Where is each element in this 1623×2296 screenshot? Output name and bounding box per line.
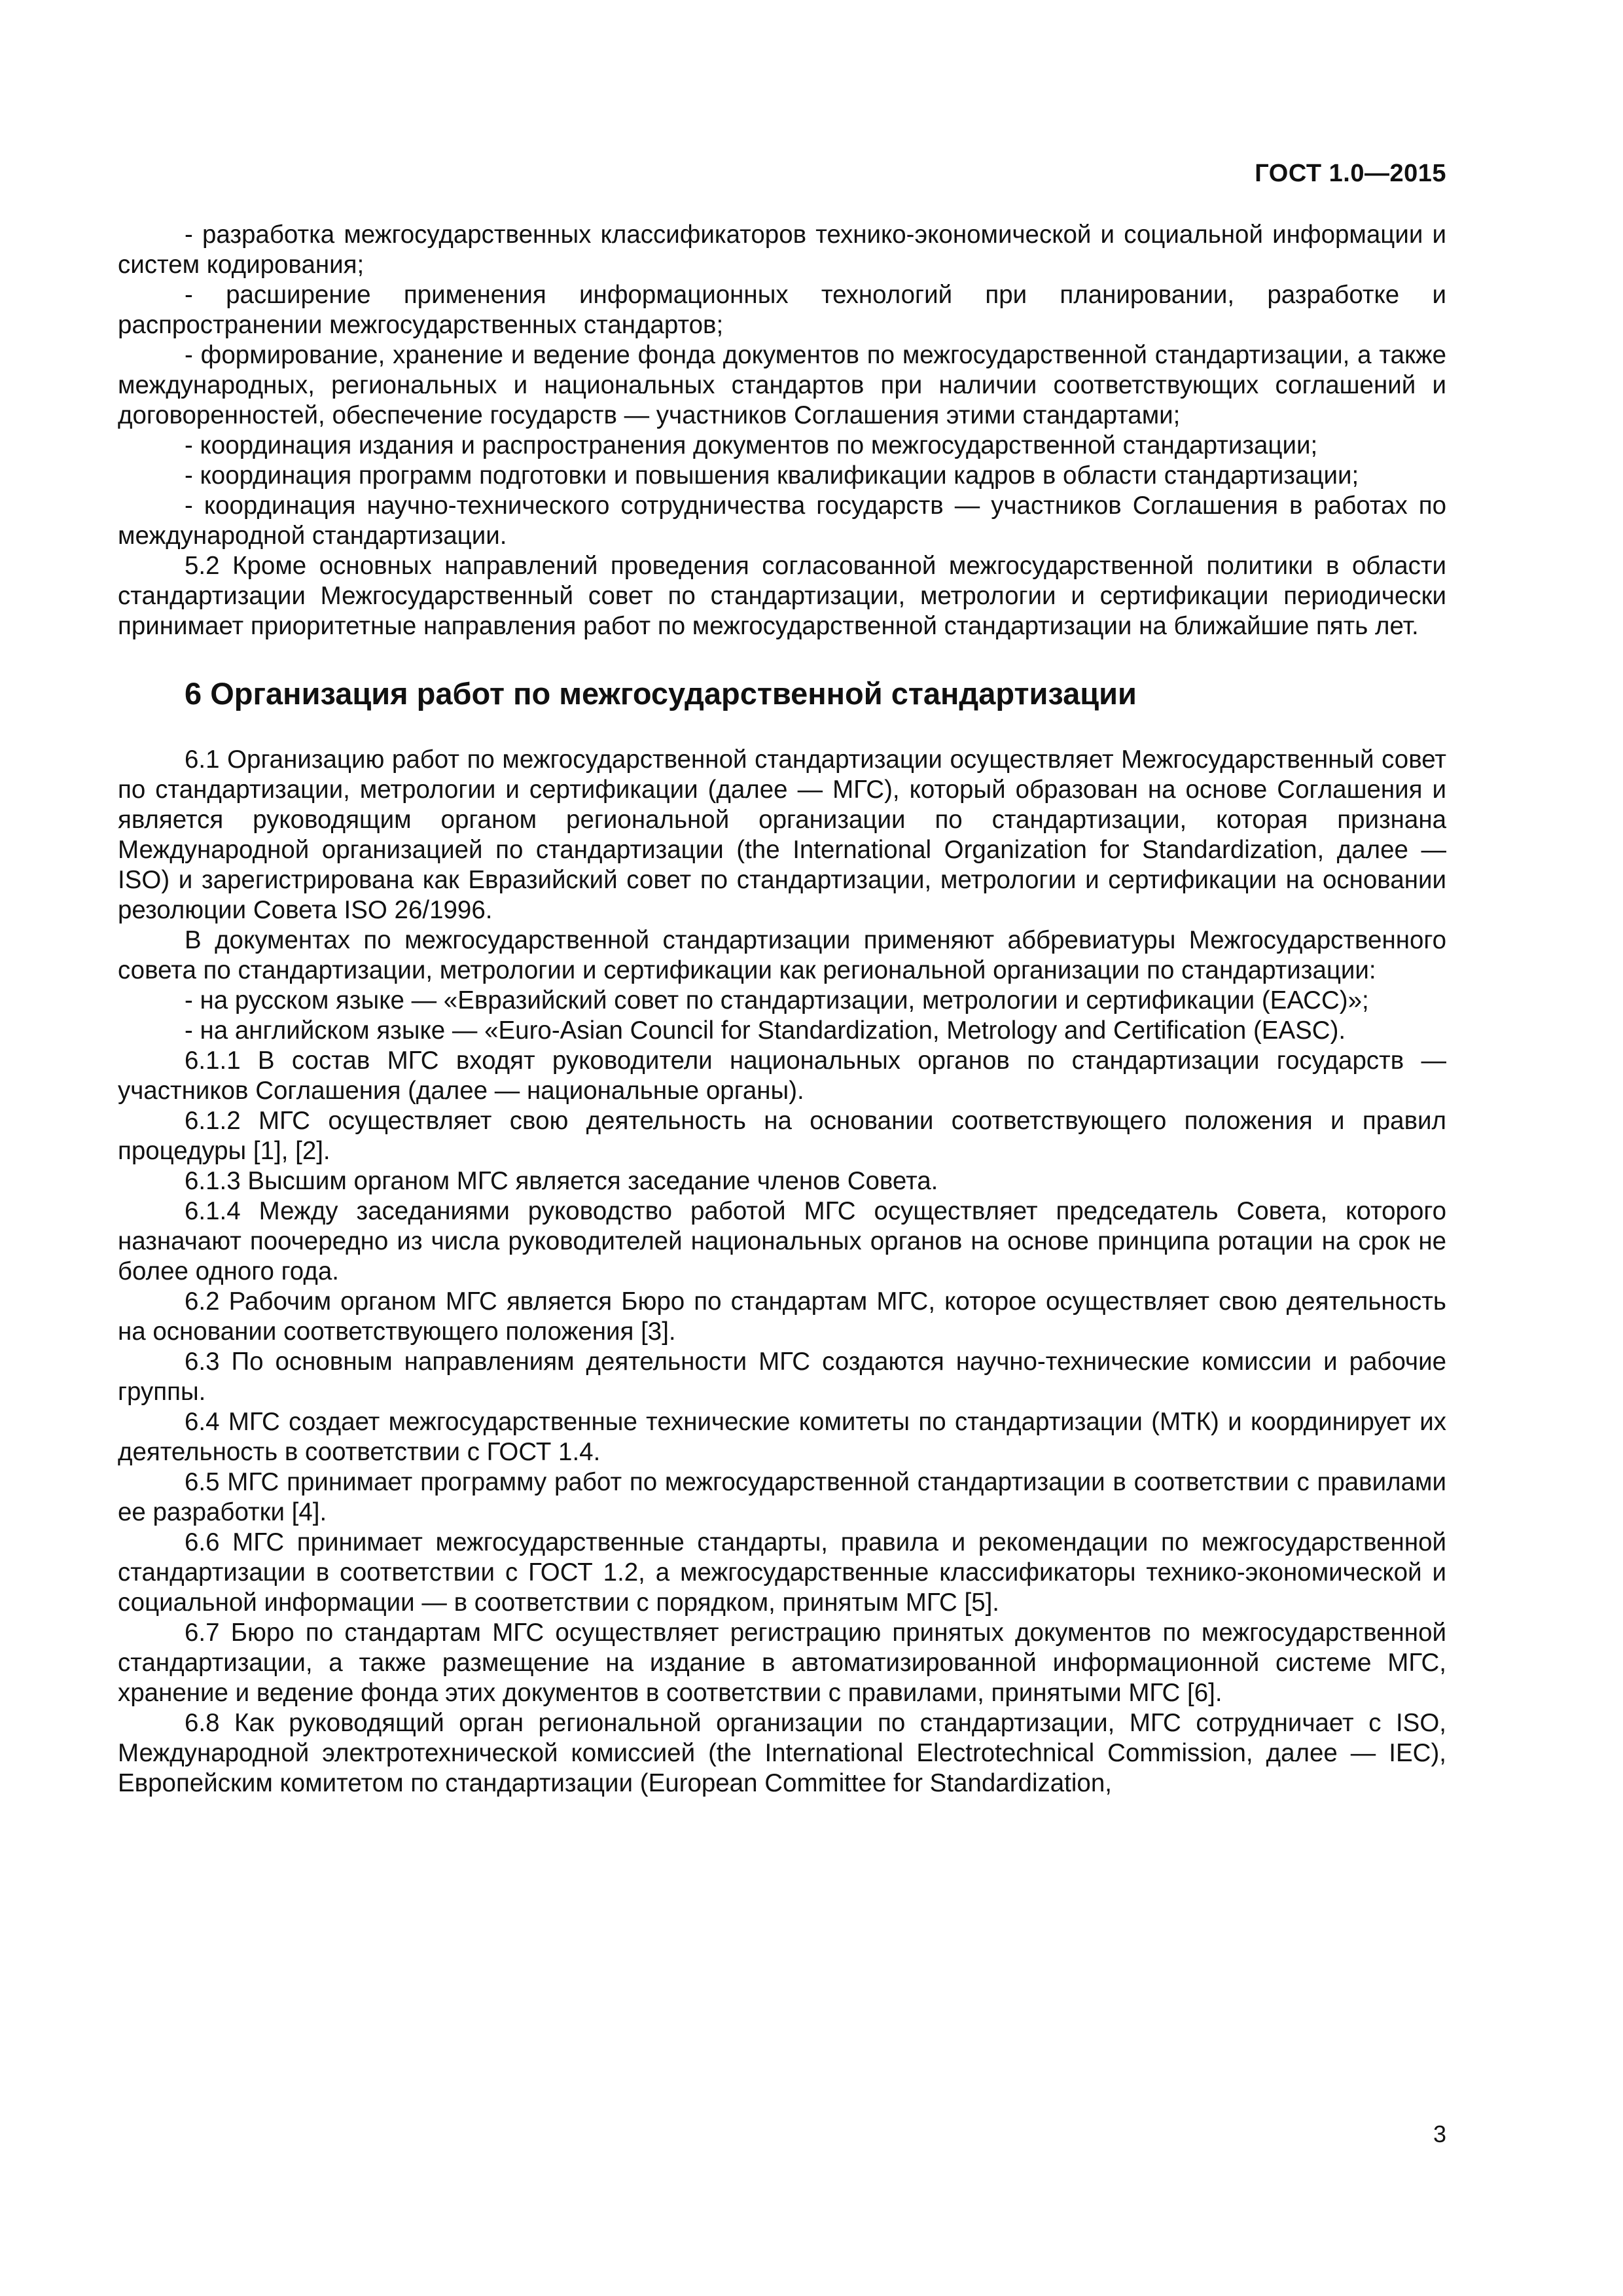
paragraph: 6.3 По основным направлениям деятельности МГС создаются научно-технические комиссии и рабочие группы. <box>118 1348 1446 1406</box>
paragraph: 6.2 Рабочим органом МГС является Бюро по стандартам МГС, которое осуществляет свою деятельность на основании соответствующего положения [3]. <box>118 1287 1446 1346</box>
document-code-header: ГОСТ 1.0—2015 <box>1255 160 1446 187</box>
paragraph: - координация издания и распространения документов по межгосударственной стандартизации; <box>185 431 1318 459</box>
paragraph: 6.8 Как руководящий орган региональной организации по стандартизации, МГС сотрудничает с ISO, Международной электротехнической комиссией (the International Electrotechnical Commission, далее — IEC), Европейским комитетом по стандартизации (European Committee for Standardization, <box>118 1709 1446 1797</box>
paragraph: - на русском языке — «Евразийский совет по стандартизации, метрологии и сертификации (ЕАСС)»; <box>185 986 1369 1014</box>
paragraph: 6.7 Бюро по стандартам МГС осуществляет регистрацию принятых документов по межгосударственной стандартизации, а также размещение на издание в автоматизированной информационной системе МГС, хранение и ведение фонда этих документов в соответствии с правилами, принятыми МГС [6]. <box>118 1619 1446 1707</box>
section-heading: 6 Организация работ по межгосударственной стандартизации <box>185 676 1137 711</box>
paragraph: 6.4 МГС создает межгосударственные технические комитеты по стандартизации (МТК) и координирует их деятельность в соответствии с ГОСТ 1.4. <box>118 1408 1446 1466</box>
page-number: 3 <box>1433 2121 1446 2147</box>
paragraph: - на английском языке — «Euro-Asian Council for Standardization, Metrology and Certification (EASC). <box>185 1016 1346 1045</box>
paragraph: 6.5 МГС принимает программу работ по межгосударственной стандартизации в соответствии с правилами ее разработки [4]. <box>118 1468 1446 1526</box>
paragraph: 6.1 Организацию работ по межгосударственной стандартизации осуществляет Межгосударственный совет по стандартизации, метрологии и сертификации (далее — МГС), который образован на основе Соглашения и является руководящим органом региональной организации по стандартизации, которая признана Международной организацией по стандартизации (the International Organization for Standardization, далее — ISO) и зарегистрирована как Евразийский совет по стандартизации, метрологии и сертификации на основании резолюции Совета ISO 26/1996. <box>118 745 1446 924</box>
page-body <box>118 220 1446 1799</box>
paragraph: 6.1.3 Высшим органом МГС является заседание членов Совета. <box>185 1167 938 1195</box>
paragraph: 5.2 Кроме основных направлений проведения согласованной межгосударственной политики в области стандартизации Межгосударственный совет по стандартизации, метрологии и сертификации периодически принимает приоритетные направления работ по межгосударственной стандартизации на ближайшие пять лет. <box>118 552 1446 640</box>
paragraph: - формирование, хранение и ведение фонда документов по межгосударственной стандартизации, а также международных, региональных и национальных стандартов при наличии соответствующих соглашений и договоренностей, обеспечение государств — участников Соглашения этими стандартами; <box>118 341 1446 429</box>
paragraph: 6.6 МГС принимает межгосударственные стандарты, правила и рекомендации по межгосударственной стандартизации в соответствии с ГОСТ 1.2, а межгосударственные классификаторы технико-экономической и социальной информации — в соответствии с порядком, принятым МГС [5]. <box>118 1528 1446 1617</box>
paragraph: - разработка межгосударственных классификаторов технико-экономической и социальной информации и систем кодирования; <box>118 221 1446 279</box>
paragraph: 6.1.4 Между заседаниями руководство работой МГС осуществляет председатель Совета, которого назначают поочередно из числа руководителей национальных органов на основе принципа ротации на срок не более одного года. <box>118 1197 1446 1285</box>
paragraph: В документах по межгосударственной стандартизации применяют аббревиатуры Межгосударственного совета по стандартизации, метрологии и сертификации как региональной организации по стандартизации: <box>118 926 1446 984</box>
paragraph: - расширение применения информационных технологий при планировании, разработке и распространении межгосударственных стандартов; <box>118 281 1446 339</box>
paragraph: - координация программ подготовки и повышения квалификации кадров в области стандартизации; <box>185 461 1359 490</box>
paragraph: 6.1.2 МГС осуществляет свою деятельность на основании соответствующего положения и правил процедуры [1], [2]. <box>118 1107 1446 1165</box>
paragraph: 6.1.1 В состав МГС входят руководители национальных органов по стандартизации государств — участников Соглашения (далее — национальные органы). <box>118 1047 1446 1105</box>
paragraph: - координация научно-технического сотрудничества государств — участников Соглашения в работах по международной стандартизации. <box>118 492 1446 550</box>
